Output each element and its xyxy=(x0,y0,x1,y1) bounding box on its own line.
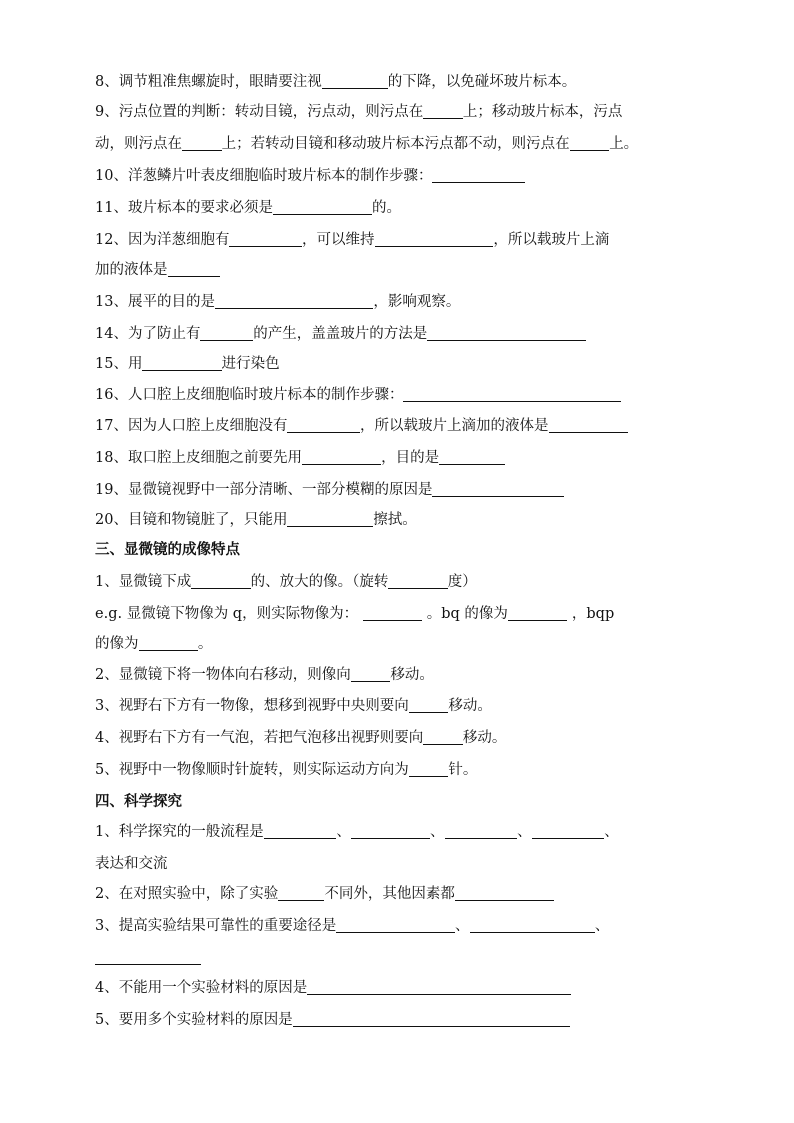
answer-blank xyxy=(322,73,388,89)
answer-blank xyxy=(439,449,505,465)
answer-blank xyxy=(455,885,554,901)
question-line: e.g. 显微镜下物像为 q，则实际物像为： 。bq 的像为 ，bqp xyxy=(95,606,615,622)
answer-blank xyxy=(191,573,250,589)
answer-blank xyxy=(445,823,518,839)
question-line: 的像为 。 xyxy=(95,636,213,652)
question-line: 11、玻片标本的要求必须是 的。 xyxy=(95,200,401,216)
answer-blank xyxy=(278,885,324,901)
question-line: 17、因为人口腔上皮细胞没有 ，所以载玻片上滴加的液体是 xyxy=(95,416,628,436)
answer-blank xyxy=(273,199,372,215)
answer-blank xyxy=(336,917,455,933)
answer-blank xyxy=(351,823,430,839)
question-line: 13、展平的目的是 ，影响观察。 xyxy=(95,294,461,310)
question-line: 15、用 进行染色 xyxy=(95,356,280,372)
question-line: 1、显微镜下成 的、放大的像。（旋转 度） xyxy=(95,574,477,590)
answer-blank xyxy=(403,386,621,402)
answer-blank xyxy=(95,949,201,965)
answer-blank xyxy=(302,449,381,465)
question-line: 2、在对照实验中，除了实验 不同外，其他因素都 xyxy=(95,884,554,904)
answer-blank xyxy=(409,761,449,777)
question-line xyxy=(95,948,201,968)
question-line: 4、不能用一个实验材料的原因是 xyxy=(95,978,571,998)
question-line: 16、人口腔上皮细胞临时玻片标本的制作步骤： xyxy=(95,385,621,405)
question-line: 2、显微镜下将一物体向右移动，则像向 移动。 xyxy=(95,667,434,683)
answer-blank xyxy=(427,325,585,341)
question-line: 18、取口腔上皮细胞之前要先用 ，目的是 xyxy=(95,448,505,468)
answer-blank xyxy=(423,729,463,745)
question-line: 表达和交流 xyxy=(95,856,168,872)
answer-blank xyxy=(182,135,222,151)
question-line: 1、科学探究的一般流程是 、 、 、 、 xyxy=(95,824,619,840)
question-line: 14、为了防止有 的产生，盖盖玻片的方法是 xyxy=(95,324,586,344)
answer-blank xyxy=(351,666,391,682)
question-line: 9、污点位置的判断：转动目镜，污点动，则污点在 上；移动玻片标本，污点 xyxy=(95,104,623,120)
answer-blank xyxy=(470,917,595,933)
answer-blank xyxy=(363,605,422,621)
question-line: 10、洋葱鳞片叶表皮细胞临时玻片标本的制作步骤： xyxy=(95,166,525,186)
question-line: 8、调节粗准焦螺旋时，眼睛要注视 的下降，以免碰坏玻片标本。 xyxy=(95,74,577,90)
section-heading: 四、科学探究 xyxy=(95,793,182,810)
question-line: 3、提高实验结果可靠性的重要途径是 、 、 xyxy=(95,918,610,934)
answer-blank xyxy=(168,261,221,277)
answer-blank xyxy=(287,417,360,433)
question-line: 20、目镜和物镜脏了，只能用 擦拭。 xyxy=(95,512,417,528)
answer-blank xyxy=(388,573,447,589)
answer-blank xyxy=(570,135,610,151)
question-line: 12、因为洋葱细胞有 ，可以维持 ，所以载玻片上滴 xyxy=(95,232,610,248)
answer-blank xyxy=(307,979,571,995)
answer-blank xyxy=(142,355,221,371)
answer-blank xyxy=(139,635,198,651)
answer-blank xyxy=(508,605,567,621)
answer-blank xyxy=(375,231,494,247)
question-line: 加的液体是 xyxy=(95,260,220,280)
answer-blank xyxy=(409,697,449,713)
answer-blank xyxy=(264,823,337,839)
question-line: 动，则污点在 上；若转动目镜和移动玻片标本污点都不动，则污点在 上。 xyxy=(95,136,639,152)
question-line: 5、要用多个实验材料的原因是 xyxy=(95,1010,570,1030)
answer-blank xyxy=(532,823,605,839)
answer-blank xyxy=(423,103,463,119)
question-line: 3、视野右下方有一物像，想移到视野中央则要向 移动。 xyxy=(95,698,492,714)
question-line: 19、显微镜视野中一部分清晰、一部分模糊的原因是 xyxy=(95,480,564,500)
answer-blank xyxy=(287,511,373,527)
question-line: 5、视野中一物像顺时针旋转，则实际运动方向为 针。 xyxy=(95,762,478,778)
answer-blank xyxy=(215,293,373,309)
answer-blank xyxy=(432,167,524,183)
answer-blank xyxy=(200,325,253,341)
answer-blank xyxy=(432,481,564,497)
answer-blank xyxy=(293,1011,570,1027)
section-heading: 三、显微镜的成像特点 xyxy=(95,541,240,558)
answer-blank xyxy=(229,231,302,247)
answer-blank xyxy=(549,417,628,433)
question-line: 4、视野右下方有一气泡，若把气泡移出视野则要向 移动。 xyxy=(95,730,507,746)
